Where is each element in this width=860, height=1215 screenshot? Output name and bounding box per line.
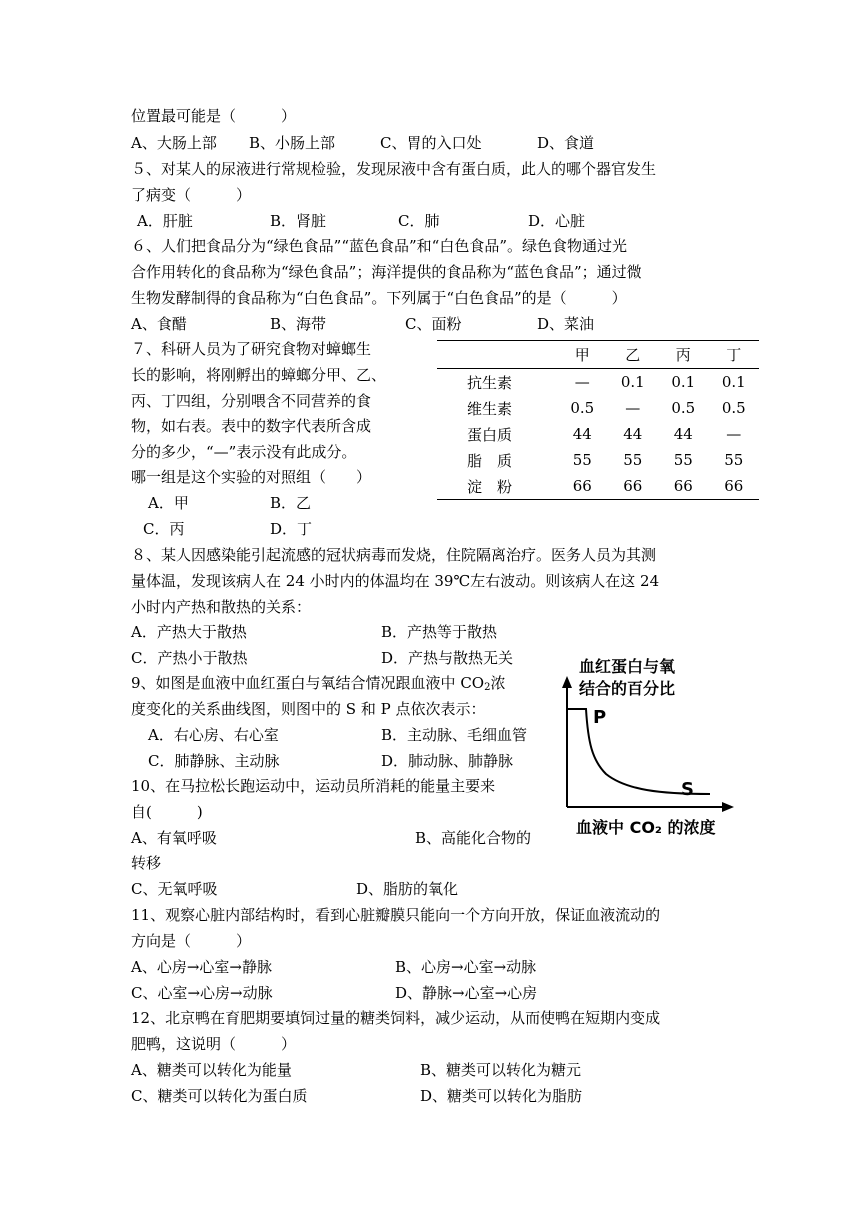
table-cell: 0.5 <box>671 399 696 417</box>
q7-option-c: C．丙 <box>143 520 185 538</box>
q6-stem-line-3: 生物发酵制得的食品称为“白色食品”。下列属于“白色食品”的是（ ） <box>131 289 627 307</box>
q8-option-c: C．产热小于散热 <box>131 649 248 667</box>
table-header-cell: 乙 <box>608 341 659 369</box>
q9-option-c: C．肺静脉、主动脉 <box>148 752 280 770</box>
q11-option-b: B、心房→心室→动脉 <box>395 958 537 976</box>
q11-option-a: A、心房→心室→静脉 <box>131 958 272 976</box>
table-row <box>437 395 759 421</box>
q9-option-a: A．右心房、右心室 <box>148 726 279 744</box>
table-cell: 55 <box>623 451 643 469</box>
graph-xlabel: 血液中 CO₂ 的浓度 <box>576 818 716 837</box>
table-cell: 淀 粉 <box>467 477 513 496</box>
co2-subscript: 2 <box>484 682 491 693</box>
q6-option-d: D、菜油 <box>537 315 595 333</box>
table-row <box>437 421 759 447</box>
q12-stem-line-1: 12、北京鸭在育肥期要填饲过量的糖类饲料，减少运动，从而使鸭在短期内变成 <box>131 1009 661 1027</box>
q9-option-b: B．主动脉、毛细血管 <box>381 726 528 744</box>
q7-stem-line-2: 长的影响，将刚孵出的蟑螂分甲、乙、 <box>131 366 387 384</box>
q5-option-b: B．肾脏 <box>270 212 327 230</box>
table-cell: 66 <box>673 477 693 495</box>
table-row <box>437 369 759 396</box>
q7-stem-line-4: 物，如右表。表中的数字代表所含成 <box>131 417 372 435</box>
q6-stem-line-2: 合作用转化的食品称为“绿色食品”；海洋提供的食品称为“蓝色食品”；通过微 <box>131 263 642 281</box>
q7-stem-line-5: 分的多少，“—”表示没有此成分。 <box>131 443 357 461</box>
q8-option-b: B．产热等于散热 <box>381 623 498 641</box>
table-cell: — <box>574 373 590 391</box>
q6-option-b: B、海带 <box>270 315 327 333</box>
table-cell: 44 <box>572 425 592 443</box>
q10-stem-line-1: 10、在马拉松长跑运动中，运动员所消耗的能量主要来 <box>131 777 496 795</box>
table-cell: 0.5 <box>570 399 595 417</box>
q7-stem-line-1: ７、科研人员为了研究食物对蟑螂生 <box>131 340 372 358</box>
table-cell: 44 <box>673 425 693 443</box>
q6-stem-line-1: ６、人们把食品分为“绿色食品”“蓝色食品”和“白色食品”。绿色食物通过光 <box>131 237 628 255</box>
q6-option-a: A、食醋 <box>131 315 187 333</box>
table-cell: 0.1 <box>671 373 696 391</box>
q5-option-d: D．心脏 <box>528 212 586 230</box>
graph-ylabel-2: 结合的百分比 <box>579 679 676 698</box>
q7-option-d: D．丁 <box>270 520 313 538</box>
q9-stem-line-1 <box>131 673 505 698</box>
table-cell: 脂 质 <box>467 451 513 470</box>
q11-option-d: D、静脉→心室→心房 <box>395 984 538 1002</box>
q7-option-a: A．甲 <box>148 494 189 512</box>
table-header-cell: 丙 <box>658 341 709 369</box>
graph-point-s: S <box>681 779 694 800</box>
q11-stem-line-2: 方向是（ ） <box>131 932 252 950</box>
q6-option-c: C、面粉 <box>405 315 462 333</box>
q12-option-d: D、糖类可以转化为脂肪 <box>420 1087 583 1105</box>
q10-option-a: A、有氧呼吸 <box>131 829 217 847</box>
table-cell: 66 <box>724 477 744 495</box>
q7-stem-line-3: 丙、丁四组，分别喂含不同营养的食 <box>131 392 372 410</box>
table-row <box>437 473 759 500</box>
table-cell: 55 <box>572 451 592 469</box>
q12-option-b: B、糖类可以转化为糖元 <box>420 1061 582 1079</box>
graph-x-axis-arrow <box>722 802 734 812</box>
q5-stem-line-2: 了病变（ ） <box>131 186 252 204</box>
q4-stem-line: 位置最可能是（ ） <box>131 107 297 125</box>
q12-option-a: A、糖类可以转化为能量 <box>131 1061 292 1079</box>
q4-option-d: D、食道 <box>537 134 595 152</box>
q7-option-b: B．乙 <box>270 494 312 512</box>
q10-option-c: C、无氧呼吸 <box>131 880 218 898</box>
q11-option-c: C、心室→心房→动脉 <box>131 984 273 1002</box>
q8-stem-line-1: ８、某人因感染能引起流感的冠状病毒而发烧，住院隔离治疗。医务人员为其测 <box>131 546 657 564</box>
table-cell: 55 <box>724 451 744 469</box>
table-cell: 维生素 <box>467 399 513 418</box>
table-header-row <box>437 341 759 369</box>
q8-option-a: A．产热大于散热 <box>131 623 247 641</box>
table-cell: 66 <box>572 477 592 495</box>
table-cell: 蛋白质 <box>467 425 513 444</box>
q7-stem-line-6: 哪一组是这个实验的对照组（ ） <box>131 468 372 486</box>
graph-y-axis-arrow <box>562 676 572 688</box>
q10-option-d: D、脂肪的氧化 <box>356 880 459 898</box>
q9-stem-text-end: 浓 <box>490 674 506 692</box>
table-cell: 0.1 <box>620 373 645 391</box>
q8-stem-line-2: 量体温，发现该病人在 24 小时内的体温均在 39℃左右波动。则该病人在这 24 <box>131 572 660 590</box>
q9-stem-line-2: 度变化的关系曲线图，则图中的 S 和 P 点依次表示： <box>131 700 486 718</box>
q12-option-c: C、糖类可以转化为蛋白质 <box>131 1087 308 1105</box>
q4-option-c: C、胃的入口处 <box>380 134 482 152</box>
q8-option-d: D．产热与散热无关 <box>381 649 514 667</box>
q5-option-a: A．肝脏 <box>137 212 193 230</box>
q8-stem-line-3: 小时内产热和散热的关系： <box>131 598 312 616</box>
q9-option-d: D．肺动脉、肺静脉 <box>381 752 514 770</box>
table-cell: 0.5 <box>721 399 746 417</box>
q10-stem-line-2: 自( ) <box>131 803 203 821</box>
table-cell: 0.1 <box>721 373 746 391</box>
oxygen-curve-graph <box>560 652 750 847</box>
table-row <box>437 447 759 473</box>
table-cell: 66 <box>623 477 643 495</box>
table-cell: 55 <box>673 451 693 469</box>
q5-stem-line-1: ５、对某人的尿液进行常规检验，发现尿液中含有蛋白质，此人的哪个器官发生 <box>131 160 657 178</box>
graph-point-p: P <box>593 707 607 728</box>
table-cell: 抗生素 <box>467 373 513 392</box>
q10-option-b: B、高能化合物的 <box>415 829 532 847</box>
table-cell: — <box>726 425 742 443</box>
q12-stem-line-2: 肥鸭，这说明（ ） <box>131 1035 297 1053</box>
q4-option-a: A、大肠上部 <box>131 134 217 152</box>
q11-stem-line-1: 11、观察心脏内部结构时，看到心脏瓣膜只能向一个方向开放，保证血液流动的 <box>131 906 661 924</box>
q10-option-b-cont: 转移 <box>131 854 162 872</box>
q9-stem-text: 9、如图是血液中血红蛋白与氧结合情况跟血液中 CO <box>131 674 485 692</box>
table-header-cell <box>437 341 557 369</box>
nutrition-table <box>437 340 759 500</box>
q5-option-c: C．肺 <box>398 212 440 230</box>
table-cell: 44 <box>623 425 643 443</box>
graph-ylabel-1: 血红蛋白与氧 <box>579 657 676 676</box>
table-header-cell: 甲 <box>557 341 608 369</box>
q4-option-b: B、小肠上部 <box>249 134 336 152</box>
table-header-cell: 丁 <box>709 341 760 369</box>
table-cell: — <box>625 399 641 417</box>
